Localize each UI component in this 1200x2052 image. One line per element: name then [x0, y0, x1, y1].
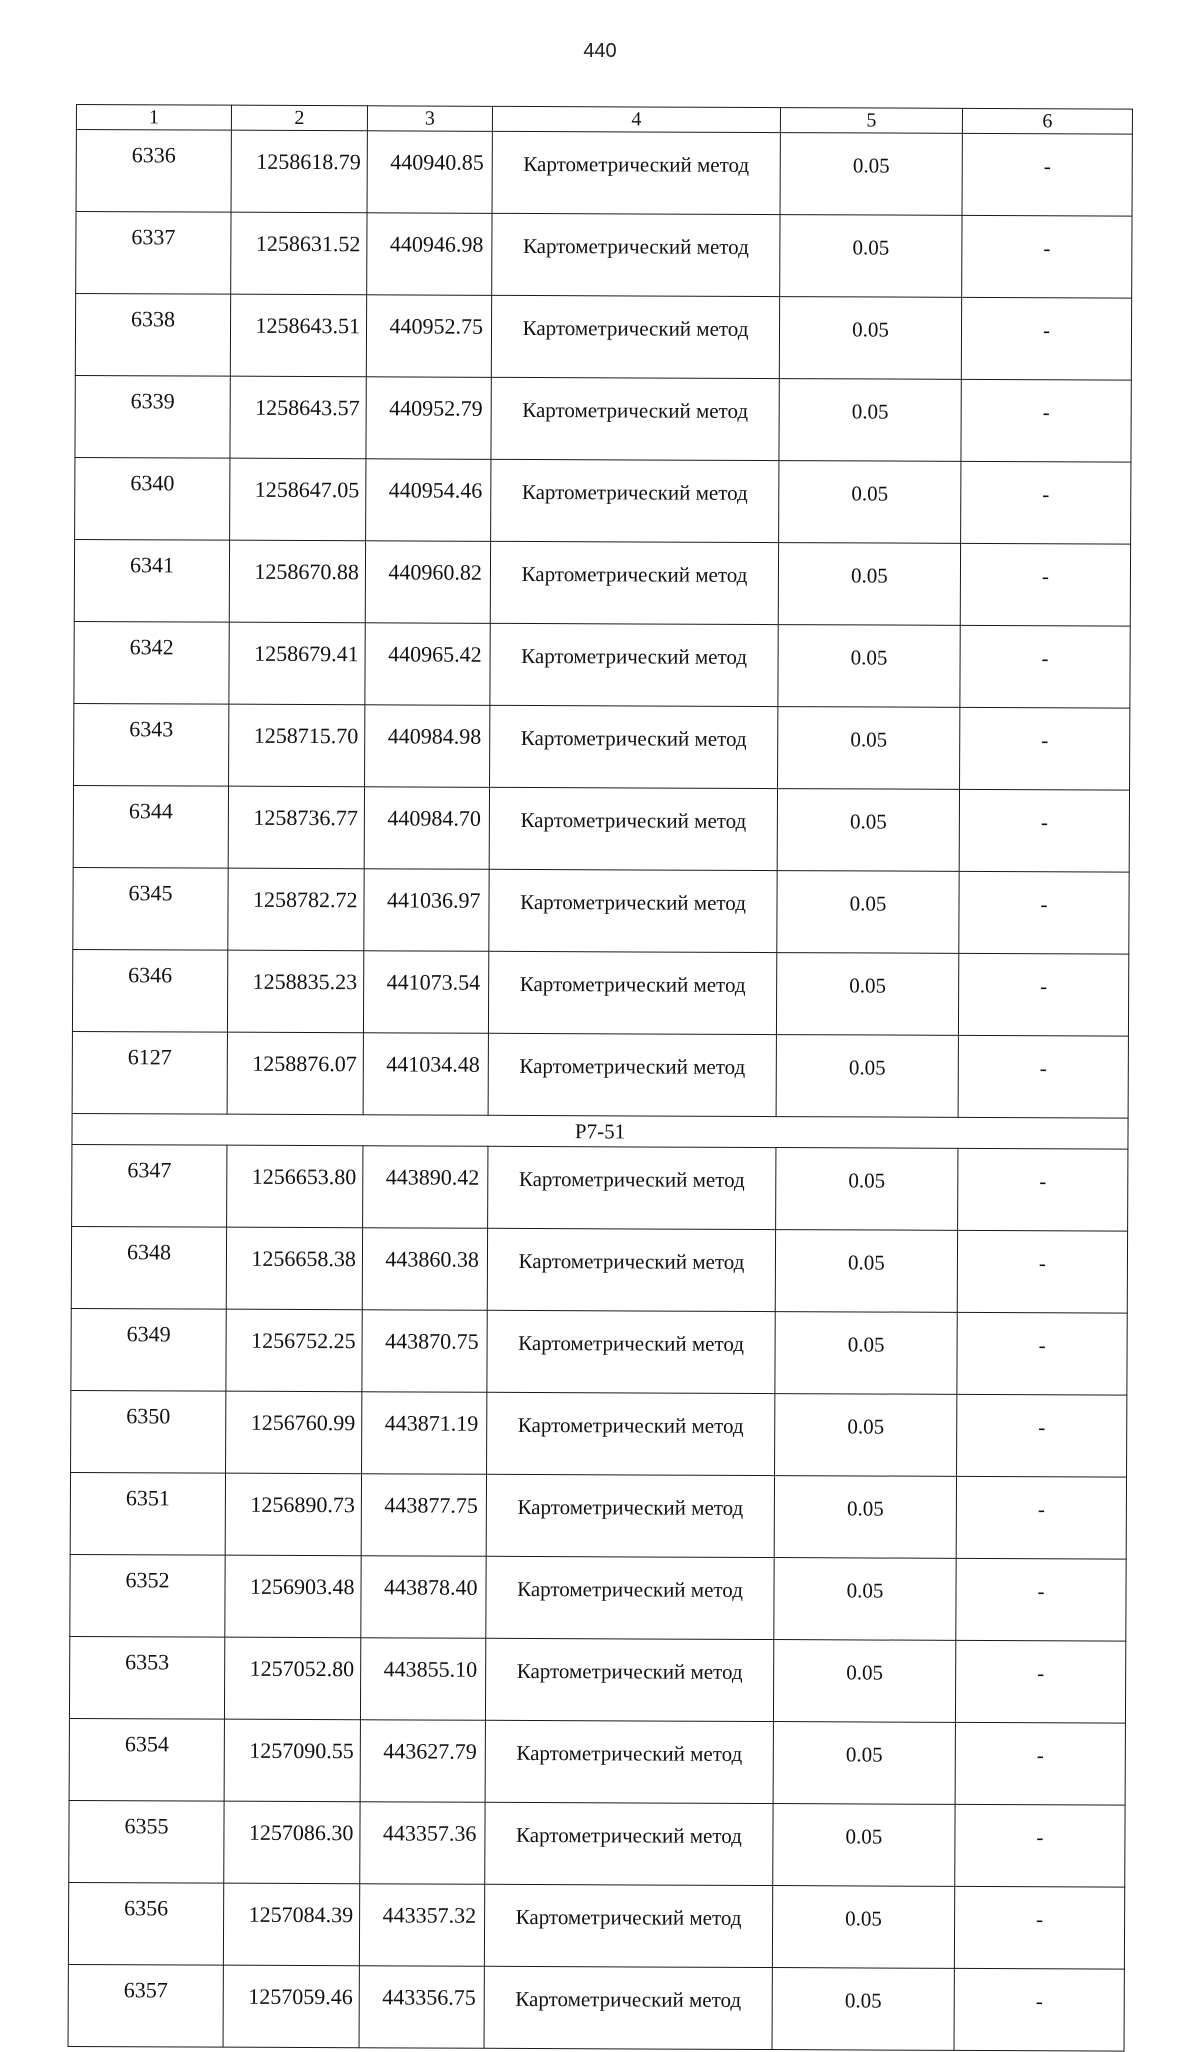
point-number-cell: 6338 [75, 294, 230, 377]
column-header-5: 5 [780, 108, 962, 134]
x-coordinate-cell: 1256653.80 [227, 1145, 363, 1228]
x-coordinate-cell: 1258670.88 [229, 540, 365, 623]
section-title: P7-51 [72, 1113, 1128, 1149]
x-coordinate-cell: 1257084.39 [223, 1883, 359, 1966]
table-row [71, 1308, 1127, 1395]
note-cell: - [961, 297, 1131, 380]
accuracy-cell: 0.05 [774, 1558, 956, 1641]
coordinates-table [68, 104, 1133, 2052]
method-cell: Картометрический метод [490, 623, 778, 706]
note-cell: - [955, 1722, 1125, 1805]
table-row [74, 703, 1130, 790]
x-coordinate-cell: 1258715.70 [229, 704, 365, 787]
accuracy-cell: 0.05 [779, 379, 961, 462]
x-coordinate-cell: 1256903.48 [225, 1555, 361, 1638]
y-coordinate-cell: 443890.42 [363, 1146, 488, 1229]
y-coordinate-cell: 443870.75 [362, 1310, 487, 1393]
page-number: 440 [583, 40, 617, 62]
x-coordinate-cell: 1256890.73 [225, 1473, 361, 1556]
method-cell: Картометрический метод [485, 1802, 773, 1885]
table-row [69, 1800, 1125, 1887]
method-cell: Картометрический метод [487, 1392, 775, 1475]
note-cell: - [958, 953, 1128, 1036]
table-row [75, 294, 1131, 381]
x-coordinate-cell: 1258876.07 [227, 1032, 363, 1115]
method-cell: Картометрический метод [491, 459, 779, 542]
method-cell: Картометрический метод [489, 787, 777, 870]
method-cell: Картометрический метод [488, 1146, 776, 1229]
point-number-cell: 6352 [70, 1554, 225, 1637]
section-row [72, 1113, 1128, 1149]
note-cell: - [962, 133, 1132, 216]
accuracy-cell: 0.05 [780, 133, 962, 216]
point-number-cell: 6339 [75, 375, 230, 458]
x-coordinate-cell: 1256658.38 [226, 1227, 362, 1310]
accuracy-cell: 0.05 [775, 1394, 957, 1477]
point-number-cell: 6349 [71, 1308, 226, 1391]
method-cell: Картометрический метод [487, 1310, 775, 1393]
method-cell: Картометрический метод [491, 377, 779, 460]
point-number-cell: 6345 [73, 867, 228, 950]
y-coordinate-cell: 443357.36 [360, 1802, 485, 1885]
note-cell: - [956, 1476, 1126, 1559]
accuracy-cell: 0.05 [773, 1640, 955, 1723]
accuracy-cell: 0.05 [778, 625, 960, 708]
accuracy-cell: 0.05 [776, 1035, 958, 1118]
method-cell: Картометрический метод [486, 1556, 774, 1639]
method-cell: Картометрический метод [491, 295, 779, 378]
table-row [70, 1554, 1126, 1641]
point-number-cell: 6354 [69, 1718, 224, 1801]
point-number-cell: 6346 [72, 949, 227, 1032]
table-row [73, 785, 1129, 872]
point-number-cell: 6355 [69, 1800, 224, 1883]
method-cell: Картометрический метод [485, 1638, 773, 1721]
table-row [71, 1226, 1127, 1313]
method-cell: Картометрический метод [485, 1720, 773, 1803]
x-coordinate-cell: 1258782.72 [228, 868, 364, 951]
x-coordinate-cell: 1257090.55 [224, 1719, 360, 1802]
table-row [75, 375, 1131, 462]
point-number-cell: 6351 [70, 1472, 225, 1555]
y-coordinate-cell: 441036.97 [364, 869, 489, 952]
note-cell: - [957, 1230, 1127, 1313]
point-number-cell: 6341 [74, 539, 229, 622]
accuracy-cell: 0.05 [772, 1886, 954, 1969]
point-number-cell: 6336 [76, 130, 231, 213]
x-coordinate-cell: 1258647.05 [230, 458, 366, 541]
point-number-cell: 6353 [69, 1636, 224, 1719]
y-coordinate-cell: 443855.10 [360, 1638, 485, 1721]
column-header-6: 6 [962, 108, 1132, 134]
note-cell: - [959, 871, 1129, 954]
note-cell: - [955, 1804, 1125, 1887]
point-number-cell: 6343 [74, 703, 229, 786]
y-coordinate-cell: 441073.54 [363, 951, 488, 1034]
y-coordinate-cell: 443357.32 [359, 1884, 484, 1967]
y-coordinate-cell: 440984.70 [364, 787, 489, 870]
column-header-1: 1 [76, 105, 231, 131]
table-row [75, 457, 1131, 544]
x-coordinate-cell: 1257052.80 [224, 1637, 360, 1720]
y-coordinate-cell: 440960.82 [365, 541, 490, 624]
y-coordinate-cell: 440946.98 [367, 213, 492, 296]
table-row [69, 1636, 1125, 1723]
y-coordinate-cell: 443878.40 [361, 1556, 486, 1639]
table-row [76, 130, 1132, 217]
table-row [68, 1964, 1124, 2051]
accuracy-cell: 0.05 [778, 707, 960, 790]
method-cell: Картометрический метод [484, 1966, 772, 2049]
accuracy-cell: 0.05 [772, 1968, 954, 2051]
point-number-cell: 6127 [72, 1031, 227, 1114]
column-header-3: 3 [367, 106, 492, 132]
method-cell: Картометрический метод [487, 1228, 775, 1311]
note-cell: - [961, 461, 1131, 544]
method-cell: Картометрический метод [489, 869, 777, 952]
note-cell: - [962, 215, 1132, 298]
accuracy-cell: 0.05 [779, 297, 961, 380]
note-cell: - [960, 625, 1130, 708]
point-number-cell: 6347 [72, 1144, 227, 1227]
point-number-cell: 6342 [74, 621, 229, 704]
note-cell: - [954, 1886, 1124, 1969]
y-coordinate-cell: 443356.75 [359, 1966, 484, 2049]
y-coordinate-cell: 440954.46 [366, 459, 491, 542]
y-coordinate-cell: 440984.98 [365, 705, 490, 788]
method-cell: Картометрический метод [490, 705, 778, 788]
x-coordinate-cell: 1258643.57 [230, 376, 366, 459]
table-row [74, 621, 1130, 708]
method-cell: Картометрический метод [486, 1474, 774, 1557]
y-coordinate-cell: 440952.79 [366, 377, 491, 460]
table-row [76, 212, 1132, 299]
accuracy-cell: 0.05 [779, 461, 961, 544]
section-divider [72, 1113, 1128, 1149]
note-cell: - [958, 1035, 1128, 1118]
group-2-rows [68, 1144, 1128, 2051]
x-coordinate-cell: 1258835.23 [227, 950, 363, 1033]
x-coordinate-cell: 1257086.30 [224, 1801, 360, 1884]
x-coordinate-cell: 1256760.99 [226, 1391, 362, 1474]
point-number-cell: 6348 [71, 1226, 226, 1309]
accuracy-cell: 0.05 [775, 1312, 957, 1395]
method-cell: Картометрический метод [488, 1033, 776, 1116]
x-coordinate-cell: 1256752.25 [226, 1309, 362, 1392]
y-coordinate-cell: 443871.19 [362, 1392, 487, 1475]
method-cell: Картометрический метод [490, 541, 778, 624]
table-row [69, 1718, 1125, 1805]
x-coordinate-cell: 1257059.46 [223, 1965, 359, 2048]
y-coordinate-cell: 441034.48 [363, 1033, 488, 1116]
accuracy-cell: 0.05 [777, 789, 959, 872]
point-number-cell: 6357 [68, 1964, 223, 2047]
method-cell: Картометрический метод [488, 951, 776, 1034]
note-cell: - [960, 707, 1130, 790]
y-coordinate-cell: 440952.75 [366, 295, 491, 378]
method-cell: Картометрический метод [492, 213, 780, 296]
table-row [73, 867, 1129, 954]
accuracy-cell: 0.05 [778, 543, 960, 626]
note-cell: - [957, 1394, 1127, 1477]
y-coordinate-cell: 440965.42 [365, 623, 490, 706]
note-cell: - [955, 1640, 1125, 1723]
point-number-cell: 6337 [76, 212, 231, 295]
column-header-2: 2 [231, 105, 367, 131]
accuracy-cell: 0.05 [780, 215, 962, 298]
method-cell: Картометрический метод [484, 1884, 772, 1967]
table-row [74, 539, 1130, 626]
accuracy-cell: 0.05 [777, 871, 959, 954]
method-cell: Картометрический метод [492, 131, 780, 214]
table-row [72, 949, 1128, 1036]
point-number-cell: 6356 [68, 1882, 223, 1965]
group-1-rows [72, 130, 1132, 1119]
note-cell: - [959, 789, 1129, 872]
accuracy-cell: 0.05 [776, 953, 958, 1036]
x-coordinate-cell: 1258643.51 [230, 294, 366, 377]
column-header-4: 4 [492, 106, 780, 132]
point-number-cell: 6340 [75, 457, 230, 540]
accuracy-cell: 0.05 [775, 1230, 957, 1313]
accuracy-cell: 0.05 [774, 1476, 956, 1559]
note-cell: - [956, 1558, 1126, 1641]
accuracy-cell: 0.05 [773, 1804, 955, 1887]
table-row [70, 1472, 1126, 1559]
note-cell: - [958, 1148, 1128, 1231]
x-coordinate-cell: 1258736.77 [228, 786, 364, 869]
table-row [72, 1144, 1128, 1231]
note-cell: - [961, 379, 1131, 462]
note-cell: - [954, 1968, 1124, 2051]
accuracy-cell: 0.05 [776, 1148, 958, 1231]
x-coordinate-cell: 1258618.79 [231, 130, 367, 213]
y-coordinate-cell: 440940.85 [367, 131, 492, 214]
x-coordinate-cell: 1258679.41 [229, 622, 365, 705]
accuracy-cell: 0.05 [773, 1722, 955, 1805]
x-coordinate-cell: 1258631.52 [231, 212, 367, 295]
point-number-cell: 6344 [73, 785, 228, 868]
point-number-cell: 6350 [71, 1390, 226, 1473]
note-cell: - [960, 543, 1130, 626]
note-cell: - [957, 1312, 1127, 1395]
y-coordinate-cell: 443627.79 [360, 1720, 485, 1803]
table-row [71, 1390, 1127, 1477]
y-coordinate-cell: 443860.38 [362, 1228, 487, 1311]
table-row [72, 1031, 1128, 1118]
table-row [68, 1882, 1124, 1969]
y-coordinate-cell: 443877.75 [361, 1474, 486, 1557]
